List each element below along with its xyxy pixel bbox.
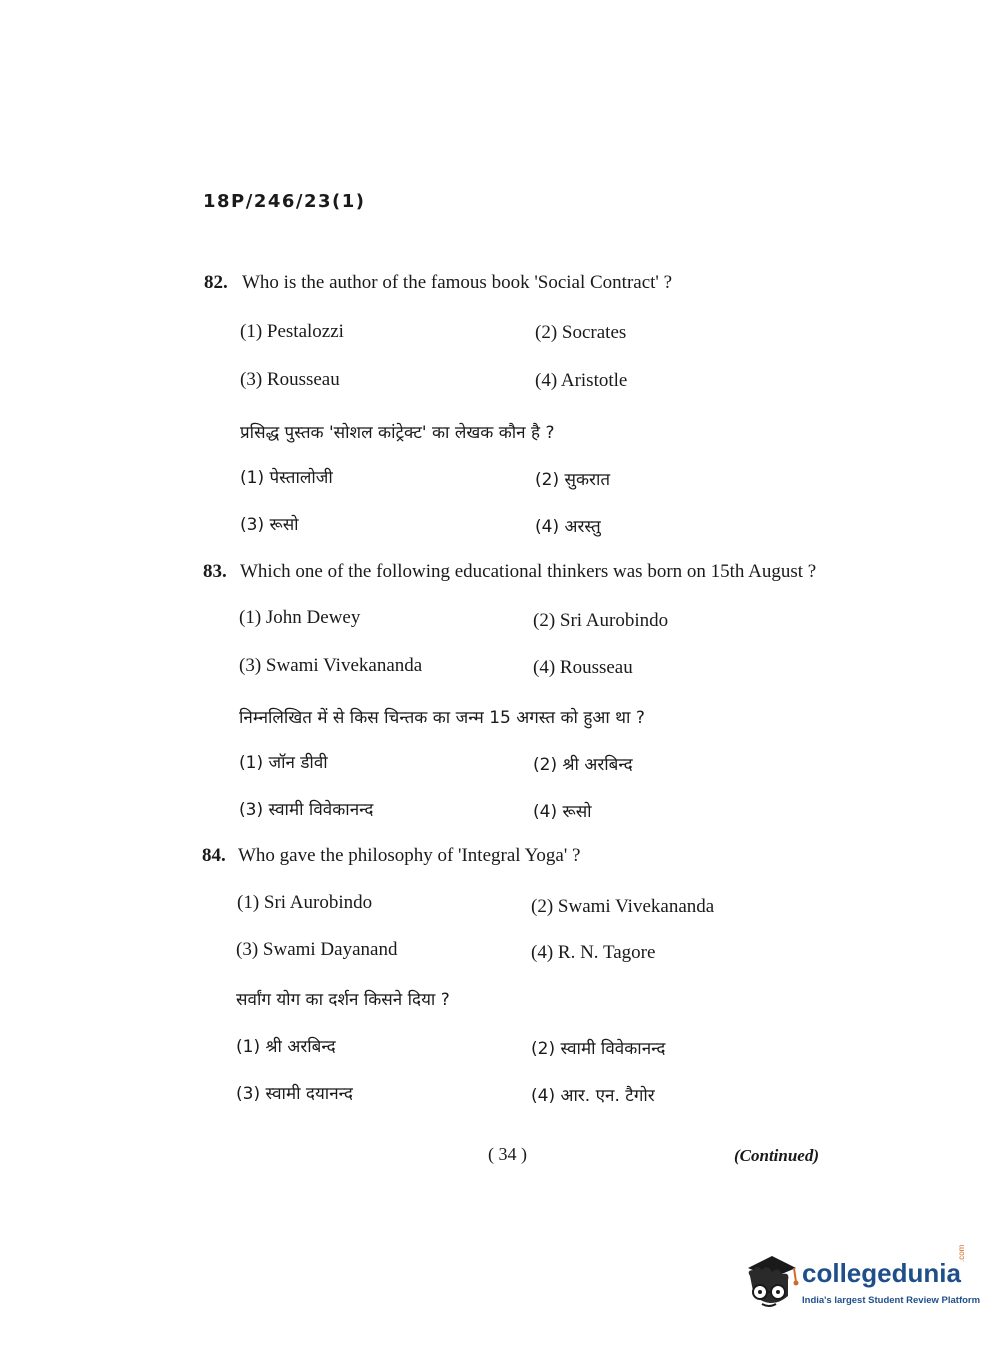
option-en: (3) Swami Dayanand <box>236 939 398 960</box>
option-hi: (2) सुकरात <box>535 470 611 490</box>
option-hi: (2) श्री अरबिन्द <box>533 755 633 775</box>
option-hi: (1) जॉन डीवी <box>239 753 328 773</box>
question-text-en: Who is the author of the famous book 'Social Contract' ? <box>242 272 673 293</box>
option-en: (3) Swami Vivekananda <box>239 655 423 676</box>
logo-wordmark: collegedunia <box>802 1258 961 1288</box>
option-en: (4) R. N. Tagore <box>531 942 656 963</box>
logo-suffix: .com <box>957 1244 966 1262</box>
option-en: (1) John Dewey <box>239 607 361 628</box>
option-hi: (2) स्वामी विवेकानन्द <box>531 1039 666 1059</box>
option-en: (1) Pestalozzi <box>240 321 344 342</box>
continued-label: (Continued) <box>734 1146 820 1165</box>
option-hi: (4) अरस्तु <box>535 517 601 537</box>
option-en: (2) Socrates <box>535 322 627 343</box>
option-en: (2) Swami Vivekananda <box>531 896 715 917</box>
collegedunia-logo <box>742 1244 981 1320</box>
option-hi: (3) रूसो <box>240 515 299 535</box>
option-en: (2) Sri Aurobindo <box>533 610 669 631</box>
question-text-hi: निम्नलिखित में से किस चिन्तक का जन्म 15 अगस्त को हुआ था ? <box>239 708 645 728</box>
page-number: ( 34 ) <box>488 1144 527 1164</box>
mascot-graduation-cap-icon <box>742 1250 800 1316</box>
question-text-en: Which one of the following educational thinkers was born on 15th August ? <box>240 561 817 582</box>
question-text-hi: सर्वांग योग का दर्शन किसने दिया ? <box>236 990 450 1010</box>
option-en: (1) Sri Aurobindo <box>237 892 373 913</box>
option-hi: (1) श्री अरबिन्द <box>236 1037 336 1057</box>
paper-code: 18P/246/23(1) <box>203 191 366 212</box>
question-number: 84. <box>202 845 226 866</box>
question-text-hi: प्रसिद्ध पुस्तक 'सोशल कांट्रेक्ट' का लेखक कौन है ? <box>240 423 555 443</box>
option-en: (4) Aristotle <box>535 370 628 391</box>
option-hi: (3) स्वामी विवेकानन्द <box>239 800 374 820</box>
option-hi: (1) पेस्तालोजी <box>240 468 333 488</box>
option-en: (4) Rousseau <box>533 657 633 678</box>
option-en: (3) Rousseau <box>240 369 340 390</box>
option-hi: (4) रूसो <box>533 802 592 822</box>
option-hi: (4) आर. एन. टैगोर <box>531 1086 655 1106</box>
question-text-en: Who gave the philosophy of 'Integral Yoga' ? <box>238 845 581 866</box>
question-number: 82. <box>204 272 228 293</box>
logo-tagline: India's largest Student Review Platform <box>802 1295 981 1306</box>
question-number: 83. <box>203 561 227 582</box>
option-hi: (3) स्वामी दयानन्द <box>236 1084 353 1104</box>
